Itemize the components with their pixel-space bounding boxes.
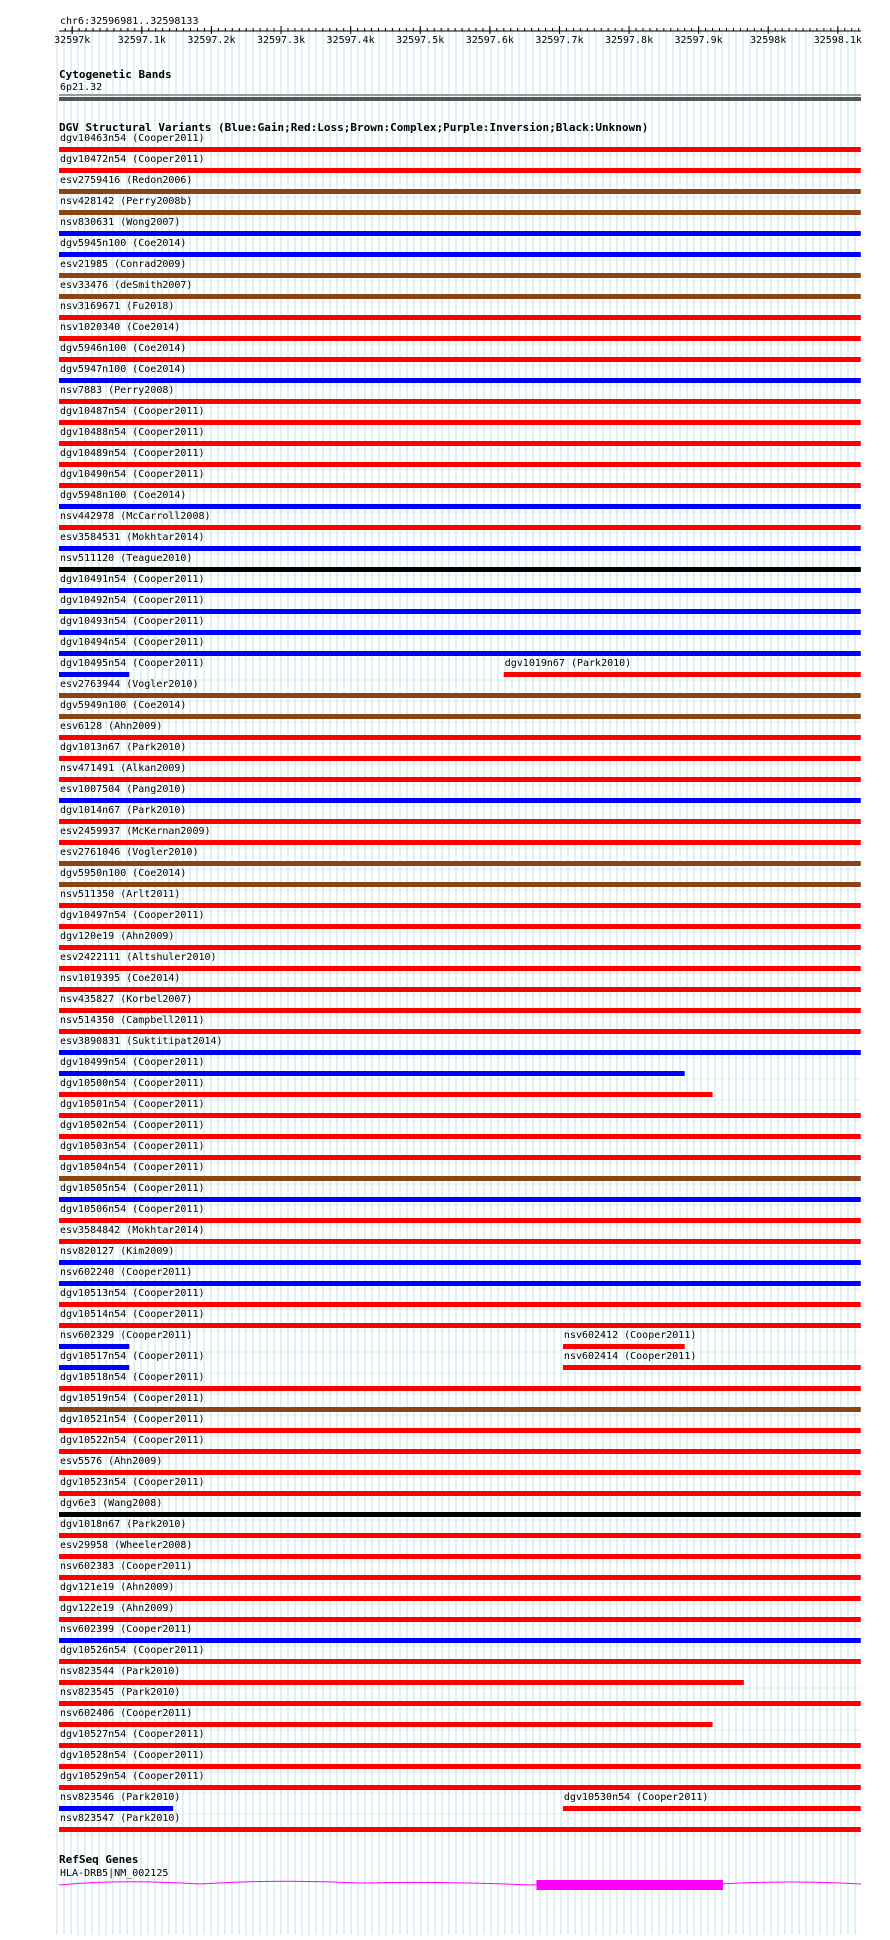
- variant-label[interactable]: dgv5946n100 (Coe2014): [60, 343, 187, 354]
- variant-label[interactable]: esv2763944 (Vogler2010): [60, 679, 199, 690]
- variant-bar[interactable]: [563, 1365, 861, 1370]
- variant-bar[interactable]: [59, 609, 861, 614]
- variant-label[interactable]: dgv1019n67 (Park2010): [504, 658, 632, 669]
- variant-bar[interactable]: [59, 1449, 861, 1454]
- variant-label[interactable]: dgv1014n67 (Park2010): [60, 805, 187, 816]
- variant-bar[interactable]: [59, 861, 861, 866]
- variant-bar[interactable]: [59, 294, 861, 299]
- variant-bar[interactable]: [59, 966, 861, 971]
- variant-bar[interactable]: [59, 1512, 861, 1517]
- cytoband-bar-top: [59, 94, 861, 96]
- variant-label[interactable]: dgv10523n54 (Cooper2011): [60, 1477, 205, 1488]
- variant-label[interactable]: dgv5945n100 (Coe2014): [60, 238, 187, 249]
- ruler-tick-label: 32597.6k: [465, 35, 514, 46]
- variant-label[interactable]: dgv10502n54 (Cooper2011): [60, 1120, 205, 1131]
- variant-label[interactable]: dgv10487n54 (Cooper2011): [60, 406, 205, 417]
- variant-label[interactable]: nsv3169671 (Fu2018): [60, 301, 175, 312]
- variant-label[interactable]: esv33476 (deSmith2007): [60, 280, 193, 291]
- variant-label[interactable]: nsv602406 (Cooper2011): [60, 1708, 193, 1719]
- cytoband-title: Cytogenetic Bands: [59, 68, 172, 81]
- variant-bar[interactable]: [59, 357, 861, 362]
- variant-bar[interactable]: [59, 840, 861, 845]
- variant-label[interactable]: dgv10514n54 (Cooper2011): [60, 1309, 205, 1320]
- variant-bar[interactable]: [59, 1596, 861, 1601]
- variant-bar[interactable]: [59, 1176, 861, 1181]
- variant-label[interactable]: nsv428142 (Perry2008b): [60, 196, 193, 207]
- variant-bar[interactable]: [59, 546, 861, 551]
- variant-label[interactable]: dgv1018n67 (Park2010): [60, 1519, 187, 1530]
- variant-bar[interactable]: [59, 1113, 861, 1118]
- variant-bar[interactable]: [59, 1638, 861, 1643]
- ruler-tick-label: 32597.1k: [117, 35, 166, 46]
- variant-bar[interactable]: [59, 1764, 861, 1769]
- variant-label[interactable]: dgv6e3 (Wang2008): [60, 1498, 163, 1509]
- variant-label[interactable]: dgv10492n54 (Cooper2011): [60, 595, 205, 606]
- variant-bar[interactable]: [59, 441, 861, 446]
- variant-label[interactable]: nsv435827 (Korbel2007): [60, 994, 193, 1005]
- variant-label[interactable]: dgv10472n54 (Cooper2011): [60, 154, 205, 165]
- refseq-gene-model[interactable]: [59, 1880, 861, 1890]
- variant-label[interactable]: dgv10499n54 (Cooper2011): [60, 1057, 205, 1068]
- variant-bar[interactable]: [59, 693, 861, 698]
- refseq-title: RefSeq Genes: [59, 1853, 139, 1866]
- ruler-tick-label: 32597k: [54, 35, 91, 46]
- variant-bar[interactable]: [59, 210, 861, 215]
- variant-label[interactable]: nsv823547 (Park2010): [60, 1813, 181, 1824]
- variant-label[interactable]: esv5576 (Ahn2009): [60, 1456, 163, 1467]
- variant-bar[interactable]: [59, 1218, 861, 1223]
- refseq-gene-label[interactable]: HLA-DRB5|NM_002125: [60, 1868, 169, 1879]
- variant-label[interactable]: nsv514350 (Campbell2011): [60, 1015, 205, 1026]
- variant-bar[interactable]: [59, 399, 861, 404]
- variant-label[interactable]: esv2761046 (Vogler2010): [60, 847, 199, 858]
- variant-bar[interactable]: [59, 1029, 861, 1034]
- variant-label[interactable]: esv1007504 (Pang2010): [60, 784, 187, 795]
- variant-label[interactable]: nsv1019395 (Coe2014): [60, 973, 181, 984]
- variant-label[interactable]: nsv442978 (McCarroll2008): [60, 511, 211, 522]
- variant-label[interactable]: dgv120e19 (Ahn2009): [60, 931, 175, 942]
- variant-bar[interactable]: [563, 1344, 685, 1349]
- variant-bar[interactable]: [59, 1323, 861, 1328]
- variant-bar[interactable]: [59, 588, 861, 593]
- variant-bar[interactable]: [59, 945, 861, 950]
- variant-label[interactable]: esv3584842 (Mokhtar2014): [60, 1225, 205, 1236]
- variant-label[interactable]: nsv823546 (Park2010): [60, 1792, 181, 1803]
- variant-label[interactable]: dgv5950n100 (Coe2014): [60, 868, 187, 879]
- variant-label[interactable]: esv2459937 (McKernan2009): [60, 826, 211, 837]
- variant-bar[interactable]: [59, 1743, 861, 1748]
- variant-bar[interactable]: [59, 315, 861, 320]
- variant-bar[interactable]: [59, 168, 861, 173]
- variant-label[interactable]: dgv10505n54 (Cooper2011): [60, 1183, 205, 1194]
- variant-bar[interactable]: [59, 903, 861, 908]
- variant-bar[interactable]: [59, 1617, 861, 1622]
- variant-label[interactable]: esv29958 (Wheeler2008): [60, 1540, 193, 1551]
- variant-bar[interactable]: [59, 735, 861, 740]
- variant-label[interactable]: dgv5949n100 (Coe2014): [60, 700, 187, 711]
- variant-bar[interactable]: [59, 189, 861, 194]
- variant-bar[interactable]: [59, 1071, 685, 1076]
- ruler-tick-label: 32597.8k: [604, 35, 654, 46]
- variant-label[interactable]: dgv10527n54 (Cooper2011): [60, 1729, 205, 1740]
- variant-label[interactable]: dgv10500n54 (Cooper2011): [60, 1078, 205, 1089]
- variant-bar[interactable]: [59, 1407, 861, 1412]
- variant-bar[interactable]: [59, 882, 861, 887]
- variant-bar[interactable]: [59, 1386, 861, 1391]
- variant-bar[interactable]: [59, 1554, 861, 1559]
- cytoband-bar: [59, 97, 861, 101]
- variant-bar[interactable]: [59, 1344, 129, 1349]
- variant-bar[interactable]: [59, 987, 861, 992]
- variant-bar[interactable]: [59, 714, 861, 719]
- variant-bar[interactable]: [59, 1533, 861, 1538]
- variant-bar[interactable]: [59, 1155, 861, 1160]
- variant-bar[interactable]: [59, 252, 861, 257]
- variant-label[interactable]: dgv10519n54 (Cooper2011): [60, 1393, 205, 1404]
- ruler-tick-label: 32598k: [750, 35, 787, 46]
- gene-exon[interactable]: [536, 1880, 723, 1890]
- variant-label[interactable]: dgv10518n54 (Cooper2011): [60, 1372, 205, 1383]
- variant-bar[interactable]: [59, 1281, 861, 1286]
- variant-bar[interactable]: [59, 756, 861, 761]
- variant-label[interactable]: nsv511350 (Arlt2011): [60, 889, 181, 900]
- variant-label[interactable]: nsv602412 (Cooper2011): [563, 1330, 697, 1341]
- variant-label[interactable]: dgv122e19 (Ahn2009): [60, 1603, 175, 1614]
- variant-label[interactable]: nsv471491 (Alkan2009): [60, 763, 187, 774]
- variant-label[interactable]: dgv10529n54 (Cooper2011): [60, 1771, 205, 1782]
- variant-label[interactable]: nsv511120 (Teague2010): [60, 553, 193, 564]
- variant-label[interactable]: nsv602414 (Cooper2011): [563, 1351, 697, 1362]
- variant-bar[interactable]: [59, 1302, 861, 1307]
- variant-label[interactable]: nsv7883 (Perry2008): [60, 385, 175, 396]
- variant-label[interactable]: esv2759416 (Redon2006): [60, 175, 193, 186]
- variant-bar[interactable]: [59, 798, 861, 803]
- variant-label[interactable]: dgv10504n54 (Cooper2011): [60, 1162, 205, 1173]
- variant-label[interactable]: dgv10463n54 (Cooper2011): [60, 133, 205, 144]
- variant-bar[interactable]: [563, 1806, 861, 1811]
- variant-bar[interactable]: [59, 1680, 744, 1685]
- variant-bar[interactable]: [59, 1428, 861, 1433]
- variant-label[interactable]: nsv820127 (Kim2009): [60, 1246, 175, 1257]
- variant-label[interactable]: dgv10503n54 (Cooper2011): [60, 1141, 205, 1152]
- variant-bar[interactable]: [59, 231, 861, 236]
- variant-bar[interactable]: [59, 420, 861, 425]
- variant-bar[interactable]: [59, 1491, 861, 1496]
- variant-bar[interactable]: [59, 630, 861, 635]
- variant-bar[interactable]: [59, 336, 861, 341]
- variant-bar[interactable]: [59, 1470, 861, 1475]
- variant-label[interactable]: nsv602329 (Cooper2011): [60, 1330, 193, 1341]
- variant-label[interactable]: dgv10517n54 (Cooper2011): [60, 1351, 205, 1362]
- variant-bar[interactable]: [59, 819, 861, 824]
- variant-label[interactable]: nsv823544 (Park2010): [60, 1666, 181, 1677]
- variant-label[interactable]: dgv5947n100 (Coe2014): [60, 364, 187, 375]
- variant-label[interactable]: esv2422111 (Altshuler2010): [60, 952, 217, 963]
- variant-bar[interactable]: [59, 1827, 861, 1832]
- variant-label[interactable]: nsv823545 (Park2010): [60, 1687, 181, 1698]
- variant-label[interactable]: nsv602399 (Cooper2011): [60, 1624, 193, 1635]
- variant-label[interactable]: dgv10497n54 (Cooper2011): [60, 910, 205, 921]
- ruler-tick-label: 32597.5k: [396, 35, 445, 46]
- variant-label[interactable]: dgv10521n54 (Cooper2011): [60, 1414, 205, 1425]
- variant-bar[interactable]: [59, 1785, 861, 1790]
- variant-label[interactable]: dgv1013n67 (Park2010): [60, 742, 187, 753]
- variant-bar[interactable]: [59, 1008, 861, 1013]
- ruler-tick-label: 32597.9k: [674, 35, 723, 46]
- variant-bar[interactable]: [59, 1092, 713, 1097]
- ruler-tick-label: 32598.1k: [813, 35, 862, 46]
- variant-bar[interactable]: [59, 1260, 861, 1265]
- variant-bar[interactable]: [59, 1722, 713, 1727]
- dgv-track: [59, 133, 861, 1835]
- variant-label[interactable]: dgv10495n54 (Cooper2011): [60, 658, 205, 669]
- variant-label[interactable]: dgv10522n54 (Cooper2011): [60, 1435, 205, 1446]
- variant-label[interactable]: dgv10513n54 (Cooper2011): [60, 1288, 205, 1299]
- variant-bar[interactable]: [59, 1701, 861, 1706]
- variant-bar[interactable]: [59, 273, 861, 278]
- gene-intron-line: [59, 1881, 861, 1885]
- ruler-tick-label: 32597.4k: [326, 35, 375, 46]
- position-header: chr6:32596981..32598133: [60, 16, 199, 27]
- variant-label[interactable]: dgv10491n54 (Cooper2011): [60, 574, 205, 585]
- ruler: [54, 26, 862, 46]
- variant-label[interactable]: dgv10526n54 (Cooper2011): [60, 1645, 205, 1656]
- variant-bar[interactable]: [59, 1806, 173, 1811]
- variant-bar[interactable]: [59, 1659, 861, 1664]
- variant-bar[interactable]: [59, 147, 861, 152]
- variant-bar[interactable]: [59, 1239, 861, 1244]
- ruler-tick-label: 32597.3k: [256, 35, 306, 46]
- cytoband-label: 6p21.32: [60, 82, 103, 93]
- variant-bar[interactable]: [59, 483, 861, 488]
- variant-label[interactable]: dgv10528n54 (Cooper2011): [60, 1750, 205, 1761]
- variant-bar[interactable]: [59, 462, 861, 467]
- variant-bar[interactable]: [59, 651, 861, 656]
- variant-label[interactable]: dgv5948n100 (Coe2014): [60, 490, 187, 501]
- variant-bar[interactable]: [59, 504, 861, 509]
- variant-label[interactable]: nsv1020340 (Coe2014): [60, 322, 181, 333]
- variant-bar[interactable]: [59, 1365, 129, 1370]
- variant-label[interactable]: dgv10494n54 (Cooper2011): [60, 637, 205, 648]
- variant-bar[interactable]: [59, 1197, 861, 1202]
- variant-bar[interactable]: [59, 567, 861, 572]
- variant-label[interactable]: esv21985 (Conrad2009): [60, 259, 187, 270]
- variant-label[interactable]: dgv121e19 (Ahn2009): [60, 1582, 175, 1593]
- variant-label[interactable]: dgv10488n54 (Cooper2011): [60, 427, 205, 438]
- variant-bar[interactable]: [59, 1050, 861, 1055]
- variant-label[interactable]: nsv830631 (Wong2007): [60, 217, 181, 228]
- variant-bar[interactable]: [59, 1134, 861, 1139]
- ruler-tick-label: 32597.2k: [187, 35, 236, 46]
- variant-label[interactable]: esv6128 (Ahn2009): [60, 721, 163, 732]
- variant-label[interactable]: nsv602240 (Cooper2011): [60, 1267, 193, 1278]
- variant-label[interactable]: dgv10493n54 (Cooper2011): [60, 616, 205, 627]
- variant-bar[interactable]: [504, 672, 861, 677]
- variant-label[interactable]: dgv10489n54 (Cooper2011): [60, 448, 205, 459]
- variant-label[interactable]: dgv10501n54 (Cooper2011): [60, 1099, 205, 1110]
- variant-label[interactable]: dgv10490n54 (Cooper2011): [60, 469, 205, 480]
- variant-label[interactable]: esv3890831 (Suktitipat2014): [60, 1036, 223, 1047]
- variant-bar[interactable]: [59, 777, 861, 782]
- variant-label[interactable]: dgv10506n54 (Cooper2011): [60, 1204, 205, 1215]
- dgv-title: DGV Structural Variants (Blue:Gain;Red:Loss;Brown:Complex;Purple:Inversion;Black:Unknown): [59, 121, 649, 134]
- variant-bar[interactable]: [59, 378, 861, 383]
- variant-label[interactable]: nsv602383 (Cooper2011): [60, 1561, 193, 1572]
- ruler-tick-label: 32597.7k: [535, 35, 584, 46]
- variant-bar[interactable]: [59, 672, 129, 677]
- variant-bar[interactable]: [59, 525, 861, 530]
- variant-bar[interactable]: [59, 924, 861, 929]
- variant-label[interactable]: esv3584531 (Mokhtar2014): [60, 532, 205, 543]
- variant-label[interactable]: dgv10530n54 (Cooper2011): [563, 1792, 709, 1803]
- variant-bar[interactable]: [59, 1575, 861, 1580]
